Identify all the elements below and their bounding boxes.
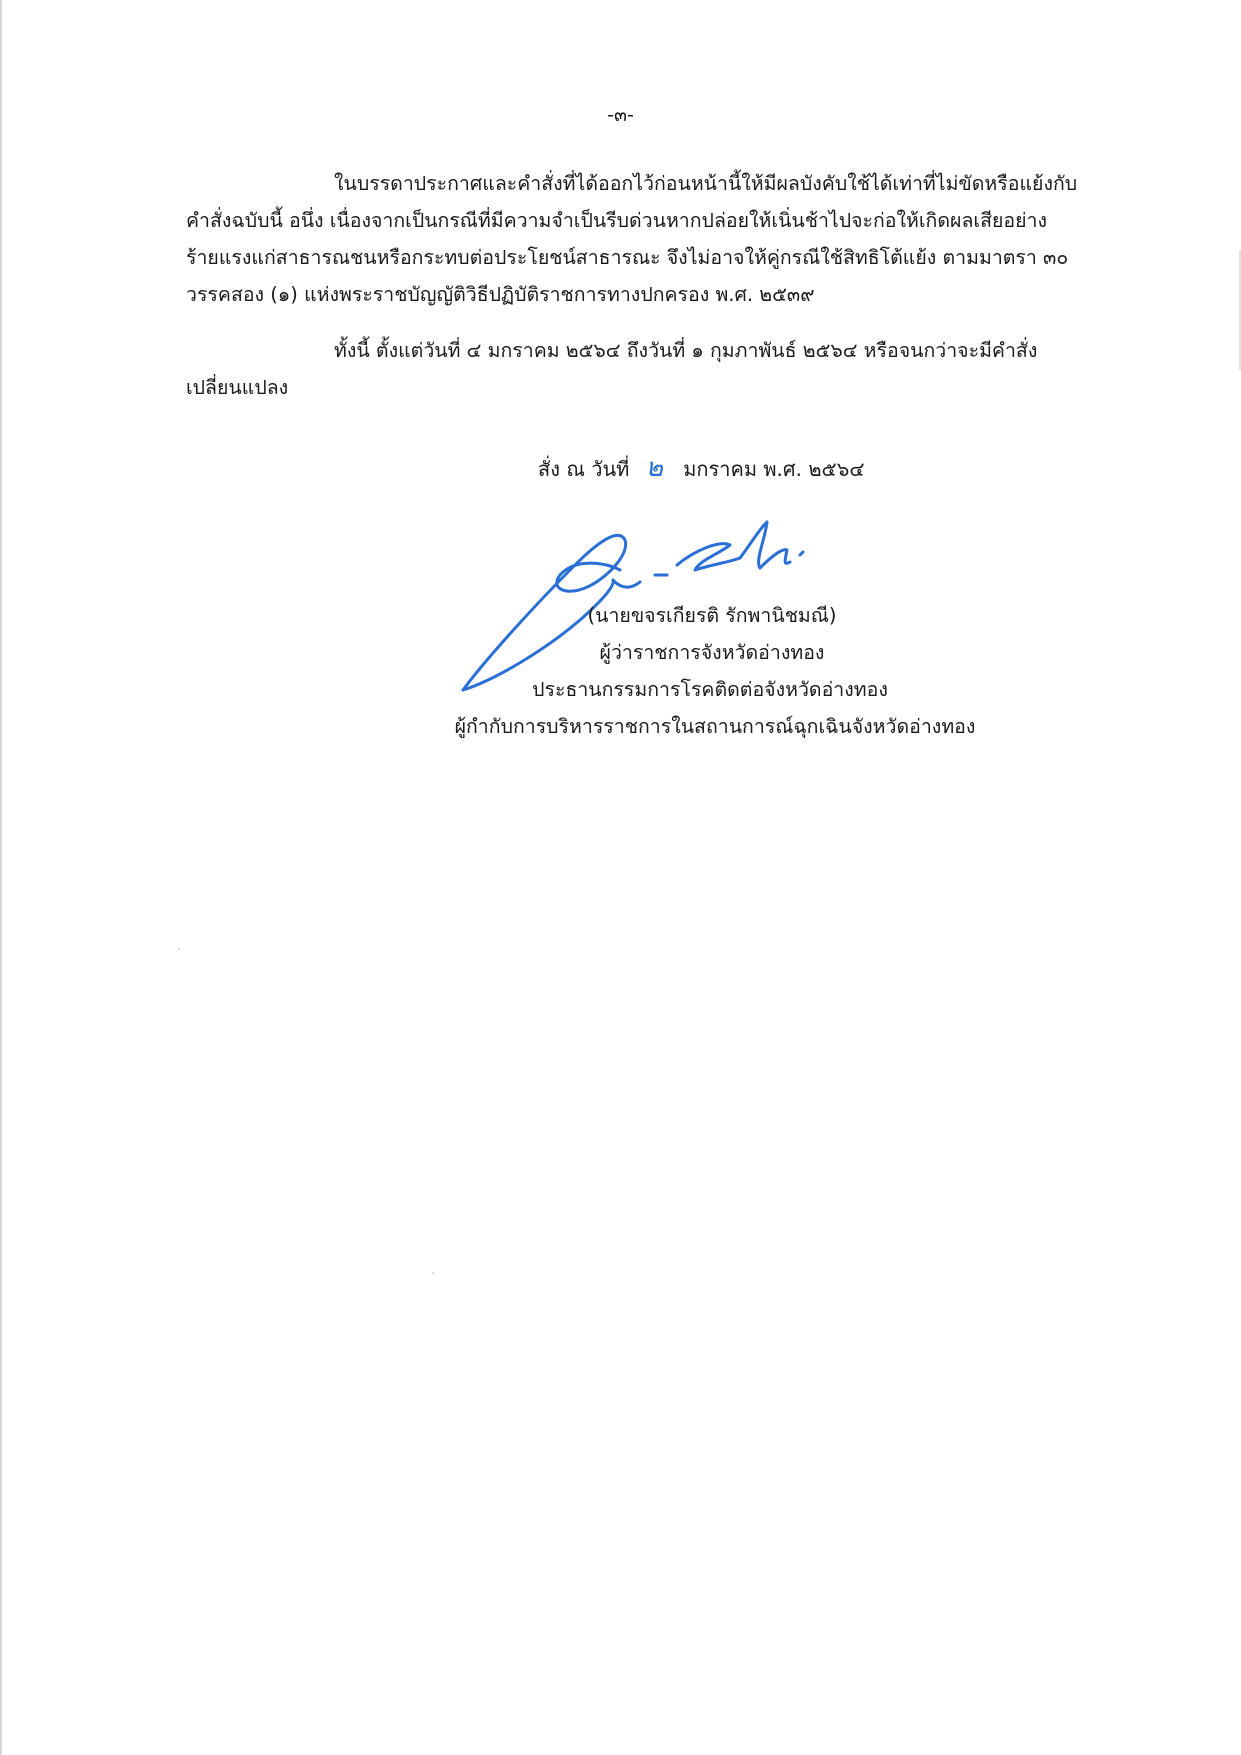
paragraph-line: เปลี่ยนแปลง xyxy=(186,376,289,399)
paragraph-line: ทั้งนี้ ตั้งแต่วันที่ ๔ มกราคม ๒๕๖๔ ถึงวันที่ ๑ กุมภาพันธ์ ๒๕๖๔ หรือจนกว่าจะมีคำสั่ง xyxy=(334,339,1038,362)
signer-title: ประธานกรรมการโรคติดต่อจังหวัดอ่างทอง xyxy=(532,678,888,701)
paragraph-line: ร้ายแรงแก่สาธารณชนหรือกระทบต่อประโยชน์สาธารณะ จึงไม่อาจให้คู่กรณีใช้สิทธิโต้แย้ง ตามมาตรา ๓๐ xyxy=(186,246,1069,269)
page-number: -๓- xyxy=(607,104,634,126)
scan-edge xyxy=(0,0,2,1755)
order-date-day: ๒ xyxy=(645,453,663,483)
signer-title: ผู้กำกับการบริหารราชการในสถานการณ์ฉุกเฉินจังหวัดอ่างทอง xyxy=(454,715,976,738)
signer-name: (นายขจรเกียรติ รักพานิชมณี) xyxy=(587,604,837,627)
paragraph-line: วรรคสอง (๑) แห่งพระราชบัญญัติวิธีปฏิบัติราชการทางปกครอง พ.ศ. ๒๕๓๙ xyxy=(186,283,815,306)
paragraph-line: ในบรรดาประกาศและคำสั่งที่ได้ออกไว้ก่อนหน้านี้ให้มีผลบังคับใช้ได้เท่าที่ไม่ขัดหรือแย้งกับ xyxy=(334,172,1078,195)
paragraph-period xyxy=(186,332,1124,406)
paragraph-effect xyxy=(186,165,1124,313)
order-date-month-year: มกราคม พ.ศ. ๒๕๖๔ xyxy=(683,457,865,481)
scan-speck xyxy=(432,1272,434,1274)
scan-speck xyxy=(178,948,180,950)
paragraph-line: คำสั่งฉบับนี้ อนึ่ง เนื่องจากเป็นกรณีที่มีความจำเป็นรีบด่วนหากปล่อยให้เนิ่นช้าไปจะก่อให้เกิดผลเสียอย่าง xyxy=(186,209,1047,232)
order-date-prefix: สั่ง ณ วันที่ xyxy=(538,457,630,481)
signer-title: ผู้ว่าราชการจังหวัดอ่างทอง xyxy=(599,641,825,664)
order-date xyxy=(538,447,864,488)
